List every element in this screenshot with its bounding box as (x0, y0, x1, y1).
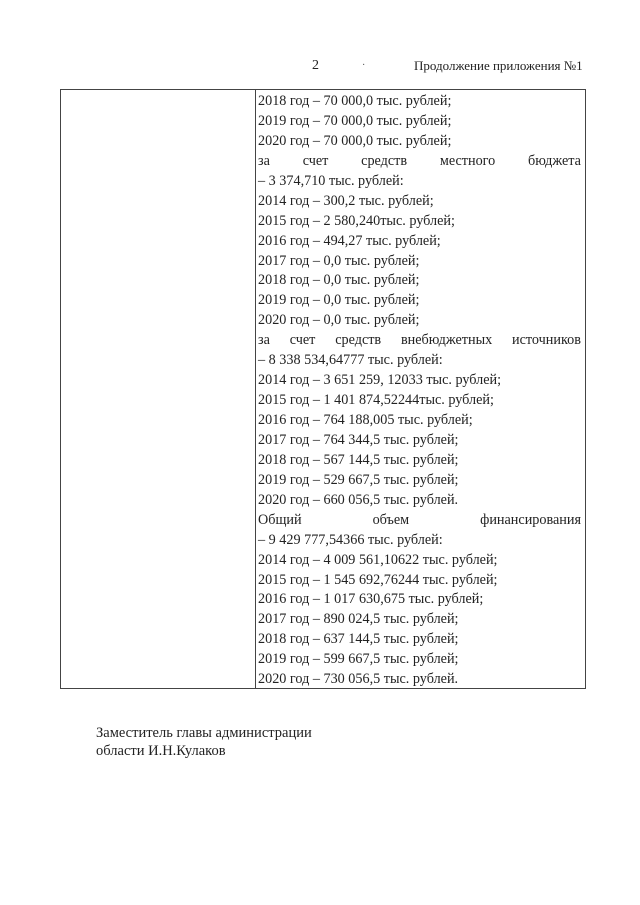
table-word: Общий (258, 511, 302, 528)
table-line: 2019 год – 599 667,5 тыс. рублей; (258, 651, 459, 668)
table-word: за (258, 332, 270, 349)
signature-line-2: области И.Н.Кулаков (96, 743, 226, 759)
table-word: за (258, 152, 270, 169)
table-line: 2020 год – 70 000,0 тыс. рублей; (258, 132, 452, 149)
table-line: 2017 год – 890 024,5 тыс. рублей; (258, 611, 459, 628)
table-word: средств (335, 332, 382, 349)
table-line: 2020 год – 0,0 тыс. рублей; (258, 312, 420, 329)
table-word: объем (372, 511, 410, 528)
financing-table (60, 89, 586, 689)
table-line: 2015 год – 1 401 874,52244тыс. рублей; (258, 392, 494, 409)
table-line: 2016 год – 1 017 630,675 тыс. рублей; (258, 591, 484, 608)
table-line: 2018 год – 567 144,5 тыс. рублей; (258, 451, 459, 468)
table-line: 2014 год – 300,2 тыс. рублей; (258, 192, 434, 209)
table-line: 2018 год – 0,0 тыс. рублей; (258, 272, 420, 289)
table-line: 2019 год – 70 000,0 тыс. рублей; (258, 112, 452, 129)
table-word: средств (361, 152, 408, 169)
table-line: 2019 год – 0,0 тыс. рублей; (258, 292, 420, 309)
table-word: счет (289, 332, 316, 349)
table-word: внебюджетных (400, 332, 493, 349)
page-number: 2 (312, 58, 319, 73)
table-line-justified (258, 331, 581, 351)
table-line-justified (258, 511, 581, 531)
table-line: 2014 год – 4 009 561,10622 тыс. рублей; (258, 551, 498, 568)
table-word: местного (439, 152, 496, 169)
table-line: 2017 год – 0,0 тыс. рублей; (258, 252, 420, 269)
table-line: 2016 год – 494,27 тыс. рублей; (258, 232, 441, 249)
table-word: финансирования (480, 511, 581, 528)
column-divider (255, 90, 256, 688)
table-line: 2015 год – 2 580,240тыс. рублей; (258, 212, 455, 229)
table-line: – 9 429 777,54366 тыс. рублей: (258, 531, 443, 548)
table-line: 2018 год – 637 144,5 тыс. рублей; (258, 631, 459, 648)
table-line: 2020 год – 660 056,5 тыс. рублей. (258, 491, 459, 508)
table-line-justified (258, 152, 581, 172)
table-line: 2019 год – 529 667,5 тыс. рублей; (258, 471, 459, 488)
signature-block (96, 724, 312, 760)
table-word: счет (302, 152, 329, 169)
financing-text-cell (258, 92, 581, 690)
table-line: 2020 год – 730 056,5 тыс. рублей. (258, 671, 459, 688)
table-line: 2017 год – 764 344,5 тыс. рублей; (258, 431, 459, 448)
table-line: – 8 338 534,64777 тыс. рублей: (258, 352, 443, 369)
table-line: 2015 год – 1 545 692,76244 тыс. рублей; (258, 571, 498, 588)
table-line: 2018 год – 70 000,0 тыс. рублей; (258, 93, 452, 109)
table-word: источников (512, 332, 581, 349)
table-word: бюджета (528, 152, 581, 169)
signature-line-1: Заместитель главы администрации (96, 725, 312, 741)
table-line: – 3 374,710 тыс. рублей: (258, 172, 404, 189)
table-line: 2014 год – 3 651 259, 12033 тыс. рублей; (258, 372, 502, 389)
continuation-header: Продолжение приложения №1 (414, 58, 583, 73)
table-line: 2016 год – 764 188,005 тыс. рублей; (258, 412, 473, 428)
scan-dot: · (362, 60, 366, 71)
